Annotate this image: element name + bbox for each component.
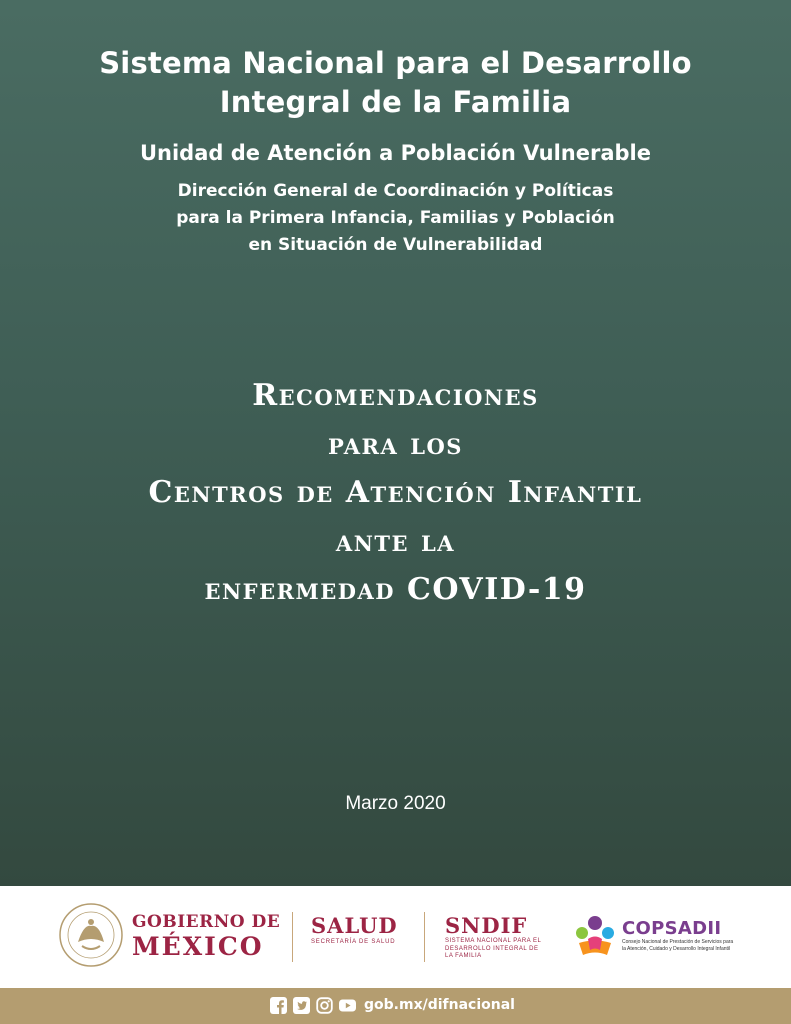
copsadii-logo-subtitle: Consejo Nacional de Prestación de Servicios para la Atención, Cuidado y Desarrollo Integral Infantil: [622, 939, 734, 952]
gob-logo-line: MÉXICO: [132, 932, 264, 961]
organization-name: [0, 44, 791, 122]
sndif-logo-name: SNDIF: [445, 913, 528, 938]
title-line: para los: [328, 426, 463, 462]
title-line: Recomendaciones: [252, 378, 539, 413]
logo-divider: [424, 912, 425, 962]
logo-divider: [292, 912, 293, 962]
copsadii-logo: [622, 918, 734, 952]
title-line: ante la: [335, 523, 456, 559]
gobierno-de-mexico-logo: [132, 912, 280, 962]
publication-date: Marzo 2020: [345, 793, 446, 814]
salud-logo: [311, 914, 398, 947]
footer-bar: [0, 988, 791, 1024]
copsadii-emblem-icon: [573, 914, 617, 956]
copsadii-logo-name: COPSADII: [622, 918, 722, 939]
twitter-icon[interactable]: [293, 997, 310, 1014]
sndif-logo: [445, 914, 545, 961]
organization-name-line: Sistema Nacional para el Desarrollo: [99, 46, 692, 80]
title-line: enfermedad COVID-19: [204, 572, 587, 607]
directorate-name: [0, 178, 791, 259]
organization-name-line: Integral de la Familia: [219, 85, 572, 119]
salud-logo-subtitle: SECRETARÍA DE SALUD: [311, 939, 396, 945]
directorate-line: para la Primera Infancia, Familias y Población: [176, 208, 615, 228]
social-links: [270, 997, 515, 1014]
facebook-icon[interactable]: [270, 997, 287, 1014]
website-link[interactable]: gob.mx/difnacional: [364, 997, 515, 1013]
salud-logo-name: SALUD: [311, 913, 398, 938]
instagram-icon[interactable]: [316, 997, 333, 1014]
title-line: Centros de Atención Infantil: [148, 475, 643, 510]
national-seal-icon: [58, 902, 124, 968]
document-title: [0, 372, 791, 615]
directorate-line: Dirección General de Coordinación y Políticas: [177, 181, 614, 201]
directorate-line: en Situación de Vulnerabilidad: [248, 235, 543, 255]
unit-name: Unidad de Atención a Población Vulnerable: [139, 141, 652, 165]
logo-band: [0, 886, 791, 988]
sndif-logo-subtitle: SISTEMA NACIONAL PARA EL DESARROLLO INTEGRAL DE LA FAMILIA: [445, 938, 542, 959]
gob-logo-line: GOBIERNO DE: [132, 912, 281, 932]
youtube-icon[interactable]: [339, 997, 356, 1014]
